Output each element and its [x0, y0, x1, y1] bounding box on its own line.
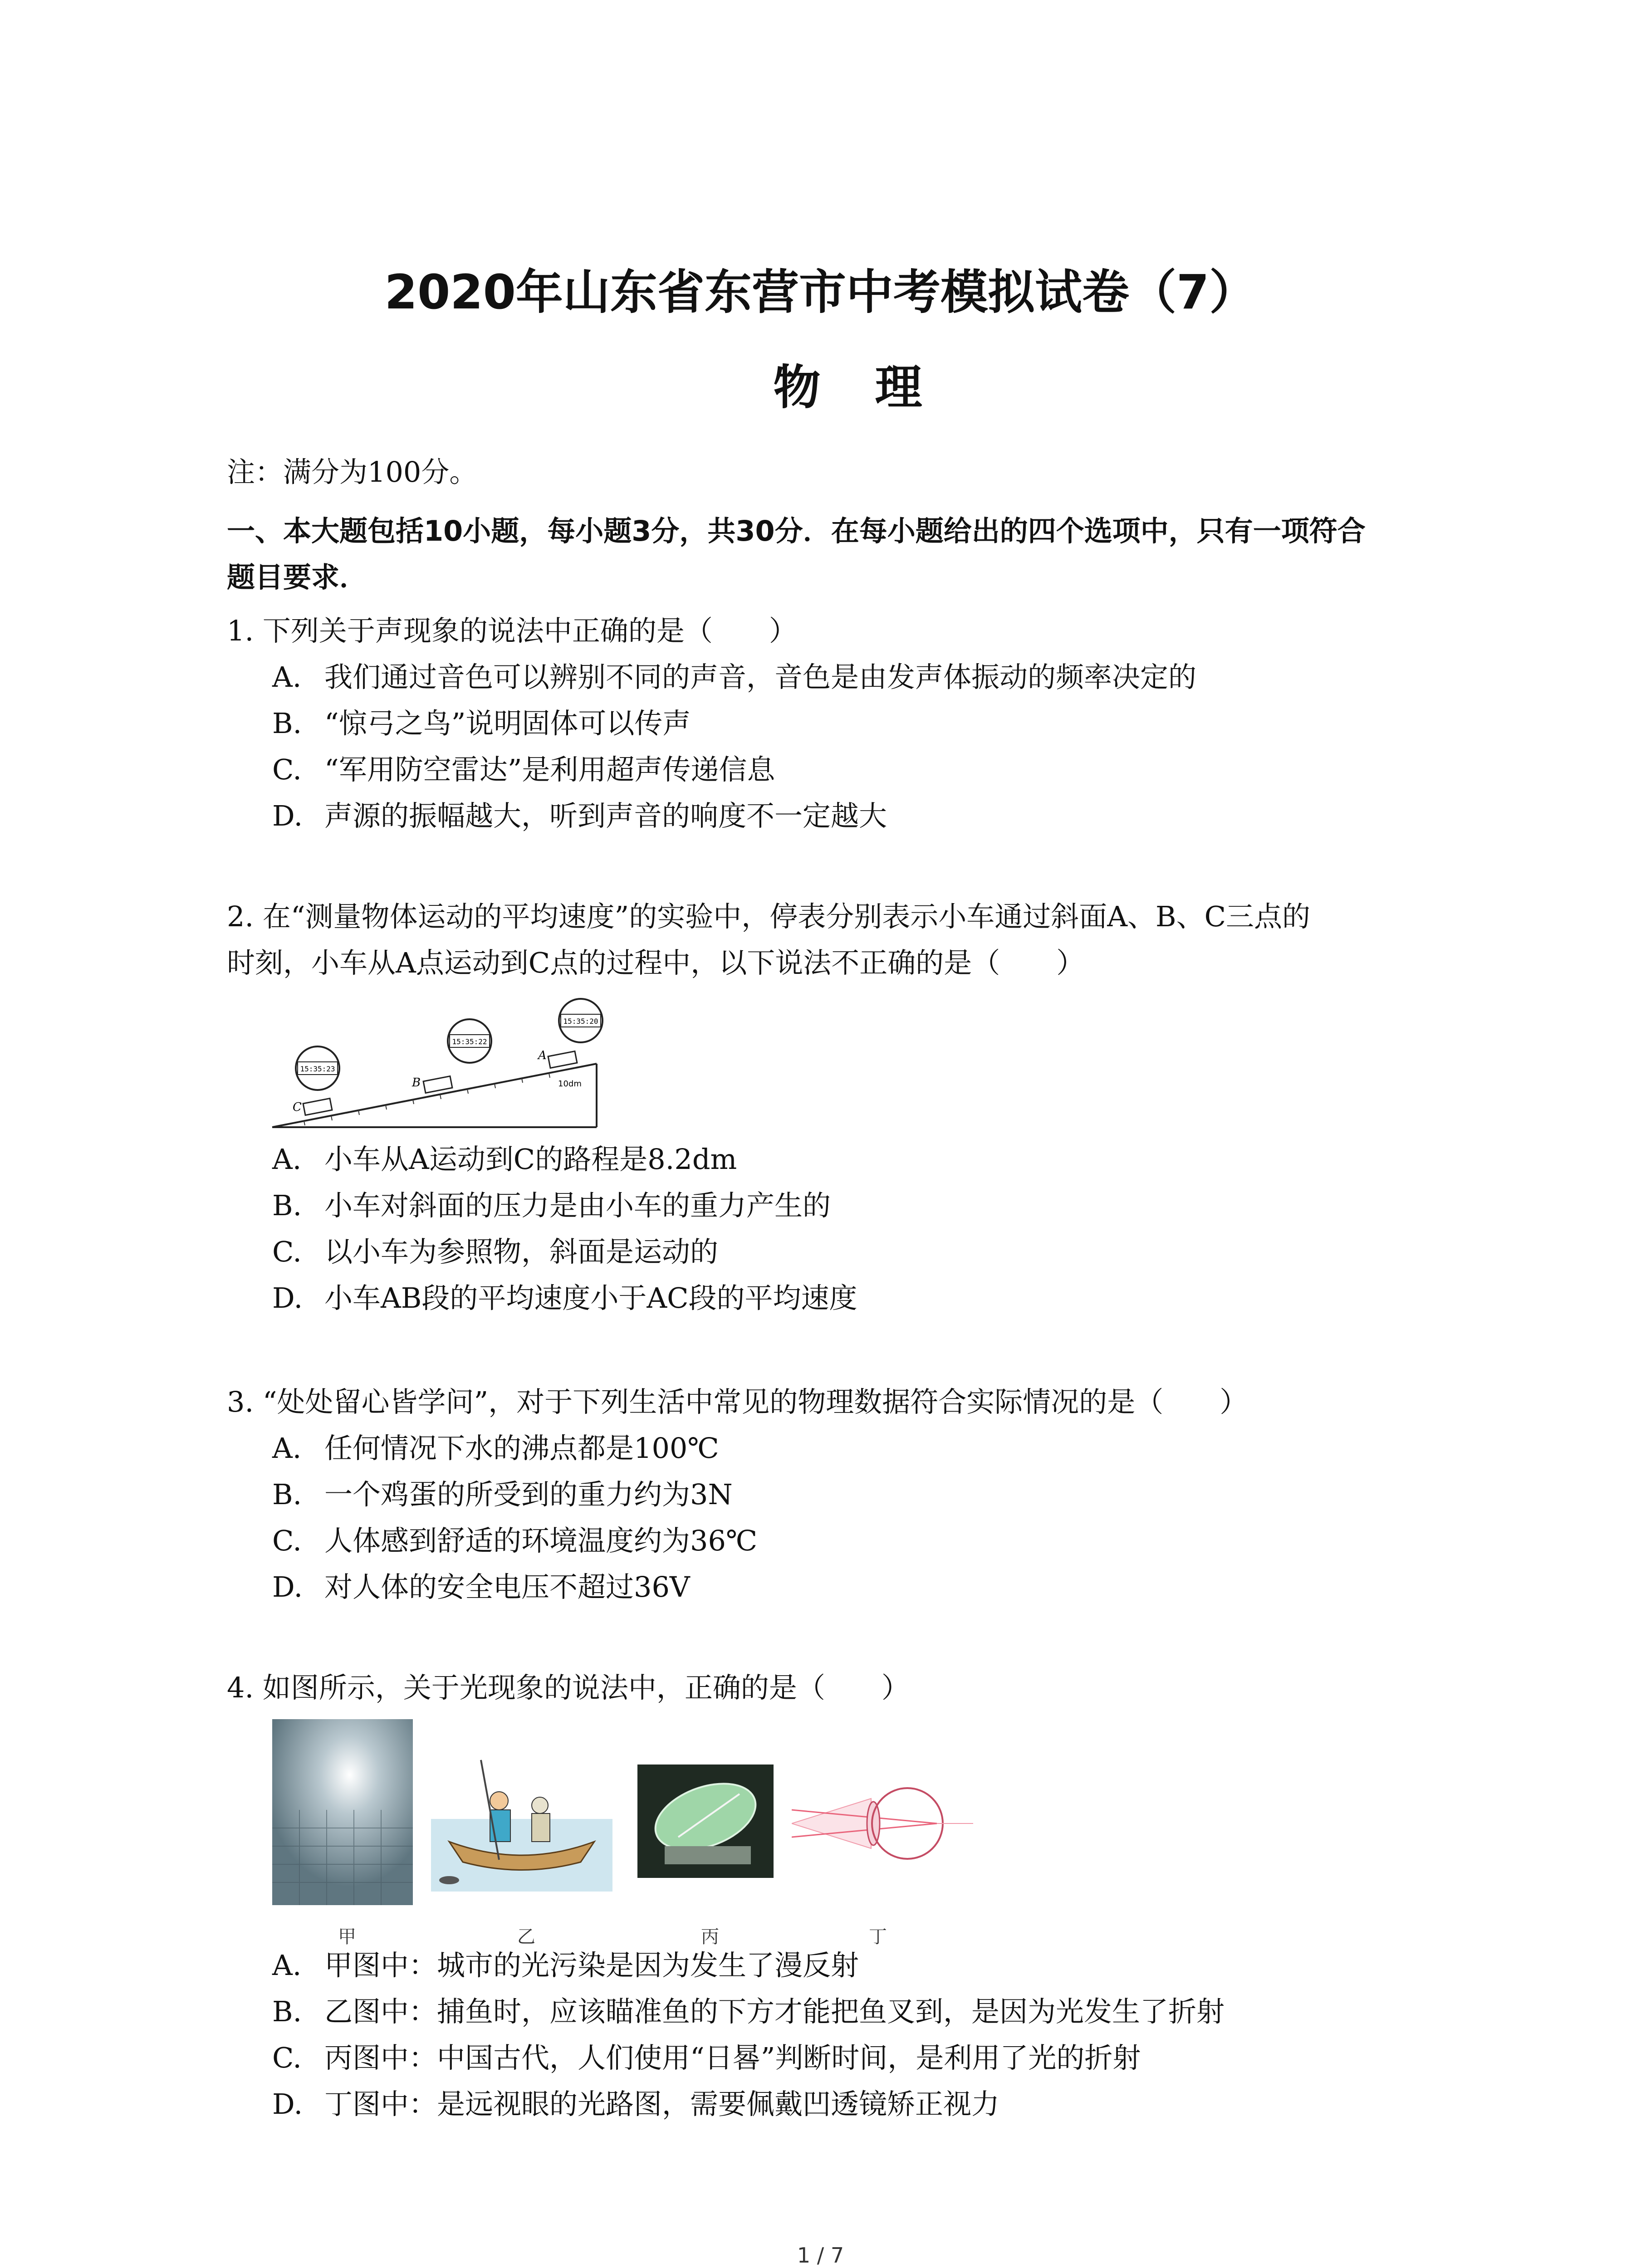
caption-jia: 甲	[338, 1926, 356, 1947]
q1-option-d	[272, 799, 887, 832]
caption-bing: 丙	[701, 1926, 719, 1947]
option-text: “惊弓之鸟”说明固体可以传声	[324, 707, 691, 740]
caption-ding: 丁	[869, 1926, 887, 1947]
stopwatch-b-time: 15:35:22	[452, 1037, 487, 1046]
q2-option-a	[272, 1143, 737, 1176]
point-b-label: B	[412, 1076, 421, 1090]
option-label: A.	[272, 660, 302, 694]
option-label: D.	[272, 1281, 303, 1315]
q2-stem-line2: 时刻，小车从A点运动到C点的过程中，以下说法不正确的是（ ）	[227, 946, 1085, 979]
option-text: 丁图中：是远视眼的光路图，需要佩戴凹透镜矫正视力	[324, 2087, 1000, 2121]
q4-stem: 4. 如图所示，关于光现象的说法中，正确的是（ ）	[227, 1671, 910, 1704]
option-text: 以小车为参照物，斜面是运动的	[324, 1235, 719, 1268]
q1-option-c	[272, 753, 775, 786]
option-text: 丙图中：中国古代，人们使用“日晷”判断时间，是利用了光的折射	[324, 2041, 1141, 2074]
q3-option-a	[272, 1432, 719, 1465]
option-text: 甲图中：城市的光污染是因为发生了漫反射	[324, 1949, 859, 1982]
option-text: 小车对斜面的压力是由小车的重力产生的	[324, 1189, 831, 1222]
stopwatch-b	[448, 1019, 491, 1063]
stopwatch-a-time: 15:35:20	[563, 1017, 598, 1026]
photo-sundial	[637, 1765, 774, 1878]
option-label: B.	[272, 1478, 302, 1511]
q1-option-b	[272, 709, 691, 738]
option-label: B.	[272, 1995, 302, 2028]
q4-option-c	[272, 2041, 1141, 2074]
q2-option-c	[272, 1235, 719, 1268]
q2-option-d	[272, 1281, 857, 1315]
photo-city-glare	[272, 1719, 413, 1905]
ruler-end-label: 10dm	[558, 1079, 582, 1089]
q3-stem: 3. “处处留心皆学问”，对于下列生活中常见的物理数据符合实际情况的是（ ）	[227, 1385, 1248, 1418]
cart-b	[423, 1076, 452, 1093]
exam-title: 2020年山东省东营市中考模拟试卷（7）	[384, 264, 1257, 320]
section-heading-line2: 题目要求．	[227, 561, 368, 594]
option-text: 小车从A运动到C的路程是8.2dm	[324, 1143, 737, 1176]
illustration-fishing-boat	[431, 1751, 612, 1892]
option-label: C.	[272, 1524, 302, 1557]
point-c-label: C	[293, 1100, 302, 1114]
option-label: B.	[272, 1189, 302, 1222]
cart-a	[548, 1051, 577, 1068]
option-text: 一个鸡蛋的所受到的重力约为3N	[324, 1478, 733, 1511]
option-label: C.	[272, 2041, 302, 2074]
score-note: 注：满分为100分。	[227, 455, 478, 489]
point-a-label: A	[538, 1049, 547, 1062]
page-number: 1 / 7	[797, 2243, 844, 2268]
option-text: 小车AB段的平均速度小于AC段的平均速度	[324, 1281, 857, 1315]
stopwatch-c-time: 15:35:23	[300, 1065, 335, 1073]
option-text: 对人体的安全电压不超过36V	[324, 1570, 690, 1603]
q4-option-a	[272, 1951, 859, 1980]
option-text: 我们通过音色可以辨别不同的声音，音色是由发声体振动的频率决定的	[324, 660, 1197, 694]
incline-figure	[268, 996, 612, 1136]
q3-option-d	[272, 1570, 690, 1603]
q3-option-b	[272, 1478, 733, 1511]
q1-option-a	[272, 660, 1197, 694]
diagram-eye-light-path	[792, 1774, 973, 1873]
q1-stem: 1. 下列关于声现象的说法中正确的是（ ）	[227, 614, 797, 647]
q3-option-c	[272, 1524, 758, 1557]
option-text: 声源的振幅越大，听到声音的响度不一定越大	[324, 799, 887, 832]
q2-stem-line1: 2. 在“测量物体运动的平均速度”的实验中，停表分别表示小车通过斜面A、B、C三点的	[227, 900, 1311, 933]
option-label: C.	[272, 753, 302, 786]
caption-yi: 乙	[517, 1926, 535, 1947]
option-text: 乙图中：捕鱼时，应该瞄准鱼的下方才能把鱼叉到，是因为光发生了折射	[324, 1995, 1225, 2028]
option-label: C.	[272, 1235, 302, 1268]
section-heading-line1: 一、本大题包括10小题，每小题3分，共30分．在每小题给出的四个选项中，只有一项符合	[227, 514, 1366, 547]
stopwatch-c	[296, 1046, 339, 1090]
option-label: A.	[272, 1432, 302, 1465]
option-label: D.	[272, 2087, 303, 2121]
q2-option-b	[272, 1189, 831, 1222]
option-label: B.	[272, 707, 302, 740]
option-text: 任何情况下水的沸点都是100℃	[324, 1432, 719, 1465]
cart-c	[303, 1099, 332, 1115]
option-label: D.	[272, 1570, 303, 1603]
option-label: A.	[272, 1949, 302, 1982]
option-text: 人体感到舒适的环境温度约为36℃	[324, 1524, 758, 1557]
option-label: D.	[272, 799, 303, 832]
option-label: A.	[272, 1143, 302, 1176]
stopwatch-a	[559, 999, 603, 1042]
q4-option-d	[272, 2087, 1000, 2121]
option-text: “军用防空雷达”是利用超声传递信息	[324, 753, 775, 786]
q4-option-b	[272, 1995, 1225, 2028]
subject-title: 物理	[773, 360, 977, 415]
